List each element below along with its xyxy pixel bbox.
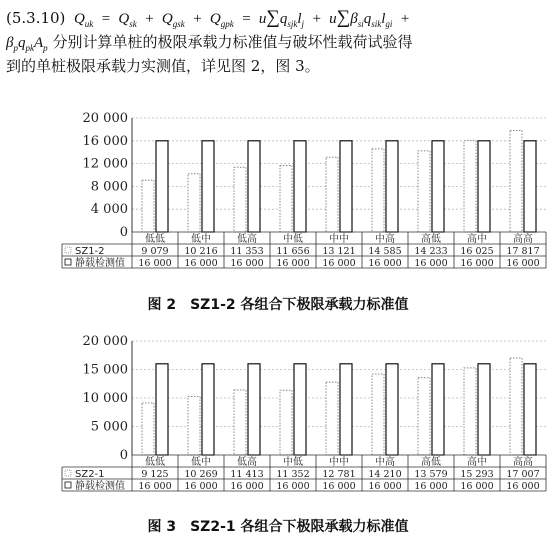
bar-series-1 bbox=[510, 358, 522, 455]
y-tick-label: 5 000 bbox=[90, 419, 128, 435]
data-label-series-2: 16 000 bbox=[322, 481, 356, 492]
y-tick-label: 15 000 bbox=[82, 362, 128, 378]
y-tick-label: 0 bbox=[119, 448, 128, 463]
x-tick-label: 低中 bbox=[191, 234, 211, 245]
bar-series-1 bbox=[372, 374, 384, 455]
data-label-series-2: 16 000 bbox=[138, 481, 172, 492]
y-tick-label: 4 000 bbox=[90, 202, 128, 218]
bar-series-2 bbox=[432, 141, 444, 232]
legend-swatch-series-1 bbox=[65, 470, 71, 476]
data-label-series-1: 14 585 bbox=[368, 246, 402, 257]
y-tick-label: 16 000 bbox=[82, 133, 128, 149]
legend-label-series-2: 静载检测值 bbox=[75, 258, 125, 269]
data-label-series-2: 16 000 bbox=[276, 258, 310, 269]
bar-series-2 bbox=[294, 364, 306, 455]
bar-series-2 bbox=[340, 141, 352, 232]
chart-1-caption: 图 2 SZ1-2 各组合下极限承载力标准值 bbox=[147, 297, 409, 313]
data-label-series-2: 16 000 bbox=[506, 481, 540, 492]
data-label-series-1: 11 353 bbox=[230, 246, 264, 257]
x-tick-label: 低高 bbox=[237, 234, 257, 245]
x-tick-label: 高中 bbox=[467, 234, 487, 245]
bar-series-2 bbox=[156, 141, 168, 232]
y-tick-label: 20 000 bbox=[82, 111, 128, 126]
x-tick-label: 低中 bbox=[191, 457, 211, 468]
legend-swatch-series-2 bbox=[65, 482, 71, 488]
bar-series-2 bbox=[386, 364, 398, 455]
data-label-series-1: 11 352 bbox=[276, 469, 310, 480]
data-label-series-1: 14 233 bbox=[414, 246, 448, 257]
data-label-series-2: 16 000 bbox=[414, 258, 448, 269]
x-tick-label: 中高 bbox=[375, 457, 395, 468]
data-label-series-1: 11 413 bbox=[230, 469, 264, 480]
bar-series-1 bbox=[464, 368, 476, 455]
x-tick-label: 高中 bbox=[467, 457, 487, 468]
paragraph-text: 分别计算单桩的极限承载力标准值与破坏性载荷试验得 bbox=[52, 33, 413, 51]
bar-series-2 bbox=[478, 141, 490, 232]
bar-series-2 bbox=[524, 364, 536, 455]
y-tick-label: 8 000 bbox=[90, 179, 128, 195]
bar-series-2 bbox=[202, 141, 214, 232]
bar-series-1 bbox=[142, 180, 154, 232]
bar-series-1 bbox=[188, 396, 200, 455]
x-tick-label: 高高 bbox=[513, 457, 533, 468]
bar-series-1 bbox=[510, 130, 522, 232]
bar-series-2 bbox=[248, 364, 260, 455]
chart-2-svg bbox=[60, 333, 550, 503]
bar-series-1 bbox=[372, 149, 384, 232]
bar-series-2 bbox=[294, 141, 306, 232]
bar-series-1 bbox=[326, 157, 338, 232]
data-label-series-1: 11 656 bbox=[276, 246, 310, 257]
bar-series-2 bbox=[248, 141, 260, 232]
data-label-series-2: 16 000 bbox=[322, 258, 356, 269]
legend-swatch-series-1 bbox=[65, 247, 71, 253]
bar-series-1 bbox=[188, 174, 200, 232]
data-label-series-2: 16 000 bbox=[138, 258, 172, 269]
legend-swatch-series-2 bbox=[65, 259, 71, 265]
x-tick-label: 高低 bbox=[421, 457, 441, 468]
data-label-series-1: 12 781 bbox=[322, 469, 356, 480]
x-tick-label: 高低 bbox=[421, 234, 441, 245]
x-tick-label: 低低 bbox=[145, 234, 165, 245]
data-label-series-1: 9 125 bbox=[141, 469, 169, 480]
data-label-series-2: 16 000 bbox=[368, 258, 402, 269]
bar-series-2 bbox=[478, 364, 490, 455]
data-label-series-1: 13 579 bbox=[414, 469, 448, 480]
legend-label-series-1: SZ2-1 bbox=[75, 469, 105, 480]
x-tick-label: 中低 bbox=[283, 234, 303, 245]
body-text bbox=[6, 6, 552, 78]
text-line-2: $\beta_pq_{pk}A_p$ 分别计算单桩的极限承载力标准值与破坏性载荷试验得 bbox=[6, 33, 413, 53]
chart-1 bbox=[60, 110, 550, 280]
chart-2-caption: 图 3 SZ2-1 各组合下极限承载力标准值 bbox=[147, 519, 409, 535]
data-label-series-2: 16 000 bbox=[184, 258, 218, 269]
text-line-3: 到的单桩极限承载力实测值，详见图 2，图 3。 bbox=[6, 57, 320, 75]
x-tick-label: 中低 bbox=[283, 457, 303, 468]
data-label-series-2: 16 000 bbox=[460, 481, 494, 492]
data-label-series-1: 9 079 bbox=[141, 246, 169, 257]
bar-series-1 bbox=[464, 141, 476, 232]
bar-series-2 bbox=[340, 364, 352, 455]
y-tick-label: 20 000 bbox=[82, 334, 128, 349]
data-label-series-1: 17 007 bbox=[506, 469, 540, 480]
data-label-series-1: 13 121 bbox=[322, 246, 356, 257]
data-label-series-1: 16 025 bbox=[460, 246, 494, 257]
y-tick-label: 12 000 bbox=[82, 156, 128, 172]
bar-series-2 bbox=[432, 364, 444, 455]
legend-label-series-1: SZ1-2 bbox=[75, 246, 105, 257]
bar-series-1 bbox=[280, 166, 292, 232]
x-tick-label: 中中 bbox=[329, 457, 349, 468]
x-tick-label: 中中 bbox=[329, 234, 349, 245]
data-label-series-2: 16 000 bbox=[414, 481, 448, 492]
y-tick-label: 10 000 bbox=[82, 391, 128, 406]
x-tick-label: 中高 bbox=[375, 234, 395, 245]
formula-line: (5.3.10) $Q_{uk} = Q_{sk} + Q_{gsk} + Q_{gpk} = u\sum q_{sjk}l_j + u\sum\beta_{si}q_{sik}l_{gi}$ + bbox=[6, 7, 411, 29]
equation-number: (5.3.10) bbox=[6, 9, 66, 27]
bar-series-2 bbox=[386, 141, 398, 232]
bar-series-1 bbox=[234, 390, 246, 455]
bar-series-2 bbox=[524, 141, 536, 232]
bar-series-2 bbox=[156, 364, 168, 455]
data-label-series-1: 10 269 bbox=[184, 469, 218, 480]
x-tick-label: 低高 bbox=[237, 457, 257, 468]
chart-1-svg bbox=[60, 110, 550, 280]
data-label-series-2: 16 000 bbox=[230, 258, 264, 269]
data-label-series-2: 16 000 bbox=[368, 481, 402, 492]
data-label-series-2: 16 000 bbox=[460, 258, 494, 269]
data-label-series-1: 14 210 bbox=[368, 469, 402, 480]
legend-label-series-2: 静载检测值 bbox=[75, 481, 125, 492]
data-label-series-1: 10 216 bbox=[184, 246, 218, 257]
data-label-series-2: 16 000 bbox=[230, 481, 264, 492]
data-label-series-1: 15 293 bbox=[460, 469, 494, 480]
bar-series-1 bbox=[418, 378, 430, 455]
data-label-series-2: 16 000 bbox=[276, 481, 310, 492]
bar-series-1 bbox=[280, 390, 292, 455]
chart-2 bbox=[60, 333, 550, 503]
y-tick-label: 0 bbox=[119, 225, 128, 240]
x-tick-label: 高高 bbox=[513, 234, 533, 245]
bar-series-1 bbox=[326, 382, 338, 455]
bar-series-1 bbox=[142, 403, 154, 455]
data-label-series-2: 16 000 bbox=[184, 481, 218, 492]
x-tick-label: 低低 bbox=[145, 457, 165, 468]
bar-series-1 bbox=[234, 167, 246, 232]
bar-series-2 bbox=[202, 364, 214, 455]
bar-series-1 bbox=[418, 151, 430, 232]
data-label-series-2: 16 000 bbox=[506, 258, 540, 269]
data-label-series-1: 17 817 bbox=[506, 246, 540, 257]
